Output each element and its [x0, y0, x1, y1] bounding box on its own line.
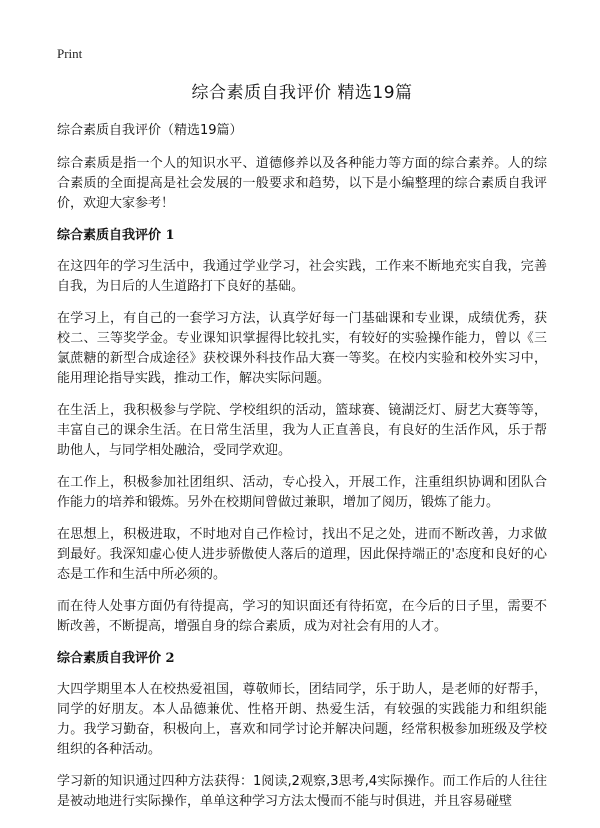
section-2-paragraph: 学习新的知识通过四种方法获得：1阅读,2观察,3思考,4实际操作。而工作后的人往往是被动地进行实际操作，单单这种学习方法太慢而不能与时俱进，并且容易碰壁: [57, 774, 547, 809]
print-link[interactable]: Print: [57, 46, 83, 61]
section-heading-2: 综合素质自我评价 2: [57, 651, 175, 666]
document-body: [57, 78, 547, 824]
document-subtitle: 综合素质自我评价（精选19篇）: [57, 123, 243, 138]
section-1-paragraph: 在工作上，积极参加社团组织、活动，专心投入，开展工作，注重组织协调和团队合作能力的培养和锻炼。另外在校期间曾做过兼职，增加了阅历，锻炼了能力。: [57, 475, 547, 510]
section-heading-1: 综合素质自我评价 1: [57, 228, 175, 243]
section-1-paragraph: 在这四年的学习生活中，我通过学业学习，社会实践，工作来不断地充实自我，完善自我，为日后的人生道路打下良好的基础。: [57, 259, 547, 294]
section-1-paragraph: 而在待人处事方面仍有待提高，学习的知识面还有待拓宽，在今后的日子里，需要不断改善，不断提高，增强自身的综合素质，成为对社会有用的人才。: [57, 599, 547, 634]
page-title: 综合素质自我评价 精选19篇: [191, 83, 413, 103]
intro-paragraph: 综合素质是指一个人的知识水平、道德修养以及各种能力等方面的综合素养。人的综合素质的全面提高是社会发展的一般要求和趋势，以下是小编整理的综合素质自我评价，欢迎大家参考！: [57, 156, 547, 211]
section-2-paragraph: 大四学期里本人在校热爱祖国，尊敬师长，团结同学，乐于助人，是老师的好帮手，同学的好朋友。本人品德兼优、性格开朗、热爱生活，有较强的实践能力和组织能力。我学习勤奋，积极向上，喜欢和同学讨论并解决问题，经常积极参加班级及学校组织的各种活动。: [57, 682, 547, 757]
section-1-paragraph: 在生活上，我积极参与学院、学校组织的活动，篮球赛、镜湖泛灯、厨艺大赛等等，丰富自己的课余生活。在日常生活里，我为人正直善良，有良好的生活作风，乐于帮助他人，与同学相处融洽，受同学欢迎。: [57, 403, 547, 458]
section-1-paragraph: 在思想上，积极进取，不时地对自己作检讨，找出不足之处，进而不断改善，力求做到最好。我深知虚心使人进步骄傲使人落后的道理，因此保持端正的'态度和良好的心态是工作和生活中所必须的。: [57, 527, 547, 582]
section-1-paragraph: 在学习上，有自己的一套学习方法，认真学好每一门基础课和专业课，成绩优秀，获校二、三等奖学金。专业课知识掌握得比较扎实，有较好的实验操作能力，曾以《三氯蔗糖的新型合成途径》获校课外科技作品大赛一等奖。在校内实验和校外实习中，能用理论指导实践，推动工作，解决实际问题。: [57, 311, 547, 386]
